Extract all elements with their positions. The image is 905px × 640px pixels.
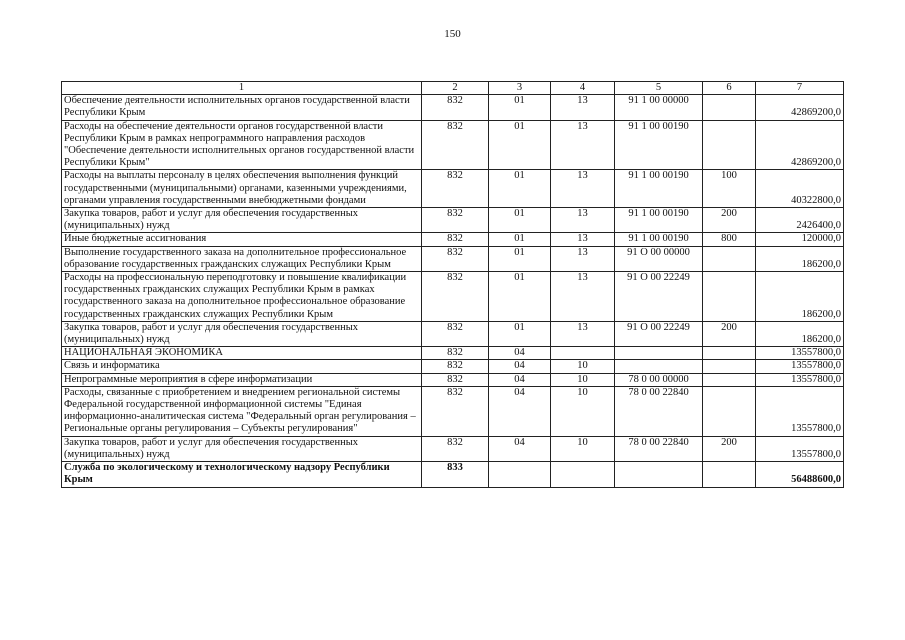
target-article-code: 78 0 00 00000 (615, 373, 703, 386)
table-row (62, 208, 844, 233)
item-name: Служба по экологическому и технологическому надзору Республики Крым (62, 462, 422, 487)
target-article-code (615, 462, 703, 487)
item-name: Иные бюджетные ассигнования (62, 233, 422, 246)
target-article-code: 91 О 00 22249 (615, 272, 703, 322)
expense-type-code (703, 373, 756, 386)
amount-value: 186200,0 (756, 321, 844, 346)
expense-type-code: 200 (703, 321, 756, 346)
item-name: Выполнение государственного заказа на дополнительное профессиональное образование государственных гражданских служащих Республики Крым (62, 246, 422, 271)
item-name: Закупка товаров, работ и услуг для обеспечения государственных (муниципальных) нужд (62, 321, 422, 346)
amount-value: 42869200,0 (756, 120, 844, 170)
target-article-code: 91 1 00 00190 (615, 170, 703, 208)
item-name: Обеспечение деятельности исполнительных органов государственной власти Республики Крым (62, 95, 422, 120)
admin-code: 832 (422, 170, 489, 208)
admin-code: 832 (422, 120, 489, 170)
admin-code: 832 (422, 95, 489, 120)
amount-value: 40322800,0 (756, 170, 844, 208)
admin-code: 832 (422, 436, 489, 461)
section-code: 01 (489, 170, 551, 208)
subsection-code: 13 (551, 170, 615, 208)
target-article-code: 91 1 00 00190 (615, 120, 703, 170)
subsection-code: 13 (551, 120, 615, 170)
column-header: 4 (551, 82, 615, 95)
table-row (62, 436, 844, 461)
column-header: 3 (489, 82, 551, 95)
amount-value: 2426400,0 (756, 208, 844, 233)
admin-code: 833 (422, 462, 489, 487)
target-article-code (615, 347, 703, 360)
column-header: 1 (62, 82, 422, 95)
admin-code: 832 (422, 373, 489, 386)
table-row (62, 95, 844, 120)
target-article-code: 91 1 00 00190 (615, 208, 703, 233)
table-row (62, 272, 844, 322)
target-article-code: 91 1 00 00190 (615, 233, 703, 246)
section-code: 01 (489, 321, 551, 346)
section-code (489, 462, 551, 487)
amount-value: 42869200,0 (756, 95, 844, 120)
item-name: Связь и информатика (62, 360, 422, 373)
column-header: 7 (756, 82, 844, 95)
table-row (62, 321, 844, 346)
target-article-code: 91 О 00 22249 (615, 321, 703, 346)
column-header: 5 (615, 82, 703, 95)
table-row (62, 462, 844, 487)
amount-value: 13557800,0 (756, 360, 844, 373)
subsection-code: 10 (551, 436, 615, 461)
section-code: 04 (489, 360, 551, 373)
item-name: Закупка товаров, работ и услуг для обеспечения государственных (муниципальных) нужд (62, 208, 422, 233)
item-name: Расходы на профессиональную переподготовку и повышение квалификации государственных гражданских служащих Республики Крым в рамках государственного заказа на дополнительное профессиональное образование государственных гражданских служащих Республики Крым (62, 272, 422, 322)
target-article-code: 78 0 00 22840 (615, 436, 703, 461)
section-code: 01 (489, 208, 551, 233)
amount-value: 186200,0 (756, 272, 844, 322)
expense-type-code (703, 246, 756, 271)
item-name: Расходы, связанные с приобретением и внедрением региональной системы Федеральной государственной информационной системы "Единая информационно-аналитическая система "Федеральный орган регулирования – Региональные органы регулирования – Субъекты регулирования" (62, 386, 422, 436)
expense-type-code (703, 347, 756, 360)
admin-code: 832 (422, 246, 489, 271)
section-code: 01 (489, 233, 551, 246)
table-row (62, 373, 844, 386)
admin-code: 832 (422, 360, 489, 373)
amount-value: 13557800,0 (756, 347, 844, 360)
section-code: 04 (489, 386, 551, 436)
expense-type-code (703, 95, 756, 120)
admin-code: 832 (422, 321, 489, 346)
column-header: 6 (703, 82, 756, 95)
subsection-code: 13 (551, 321, 615, 346)
amount-value: 56488600,0 (756, 462, 844, 487)
subsection-code: 13 (551, 272, 615, 322)
table-row (62, 120, 844, 170)
admin-code: 832 (422, 386, 489, 436)
item-name: Закупка товаров, работ и услуг для обеспечения государственных (муниципальных) нужд (62, 436, 422, 461)
page-number: 150 (444, 28, 461, 40)
expense-type-code (703, 386, 756, 436)
section-code: 01 (489, 246, 551, 271)
table-row (62, 233, 844, 246)
subsection-code: 13 (551, 246, 615, 271)
subsection-code (551, 347, 615, 360)
expense-type-code (703, 360, 756, 373)
amount-value: 186200,0 (756, 246, 844, 271)
subsection-code (551, 462, 615, 487)
table-row (62, 170, 844, 208)
subsection-code: 10 (551, 360, 615, 373)
section-code: 04 (489, 347, 551, 360)
expense-type-code: 800 (703, 233, 756, 246)
target-article-code: 91 О 00 00000 (615, 246, 703, 271)
table-row (62, 386, 844, 436)
admin-code: 832 (422, 347, 489, 360)
expense-type-code: 200 (703, 436, 756, 461)
admin-code: 832 (422, 233, 489, 246)
item-name: Расходы на выплаты персоналу в целях обеспечения выполнения функций государственными (муниципальными) органами, казенными учреждениями, органами управления государственными внебюджетными фондами (62, 170, 422, 208)
item-name: НАЦИОНАЛЬНАЯ ЭКОНОМИКА (62, 347, 422, 360)
amount-value: 13557800,0 (756, 373, 844, 386)
amount-value: 13557800,0 (756, 436, 844, 461)
table-row (62, 246, 844, 271)
target-article-code (615, 360, 703, 373)
subsection-code: 13 (551, 233, 615, 246)
expense-type-code: 100 (703, 170, 756, 208)
section-code: 01 (489, 120, 551, 170)
table-header-row (62, 82, 844, 95)
item-name: Расходы на обеспечение деятельности органов государственной власти Республики Крым в рамках непрограммного направления расходов "Обеспечение деятельности исполнительных органов государственной власти Республики Крым" (62, 120, 422, 170)
section-code: 01 (489, 95, 551, 120)
subsection-code: 13 (551, 95, 615, 120)
section-code: 04 (489, 373, 551, 386)
amount-value: 13557800,0 (756, 386, 844, 436)
target-article-code: 78 0 00 22840 (615, 386, 703, 436)
table-row (62, 360, 844, 373)
expense-type-code: 200 (703, 208, 756, 233)
section-code: 04 (489, 436, 551, 461)
subsection-code: 10 (551, 386, 615, 436)
target-article-code: 91 1 00 00000 (615, 95, 703, 120)
item-name: Непрограммные мероприятия в сфере информатизации (62, 373, 422, 386)
amount-value: 120000,0 (756, 233, 844, 246)
expense-type-code (703, 272, 756, 322)
section-code: 01 (489, 272, 551, 322)
expense-type-code (703, 462, 756, 487)
table-row (62, 347, 844, 360)
subsection-code: 10 (551, 373, 615, 386)
expense-type-code (703, 120, 756, 170)
column-header: 2 (422, 82, 489, 95)
subsection-code: 13 (551, 208, 615, 233)
admin-code: 832 (422, 272, 489, 322)
admin-code: 832 (422, 208, 489, 233)
budget-table (61, 81, 844, 488)
